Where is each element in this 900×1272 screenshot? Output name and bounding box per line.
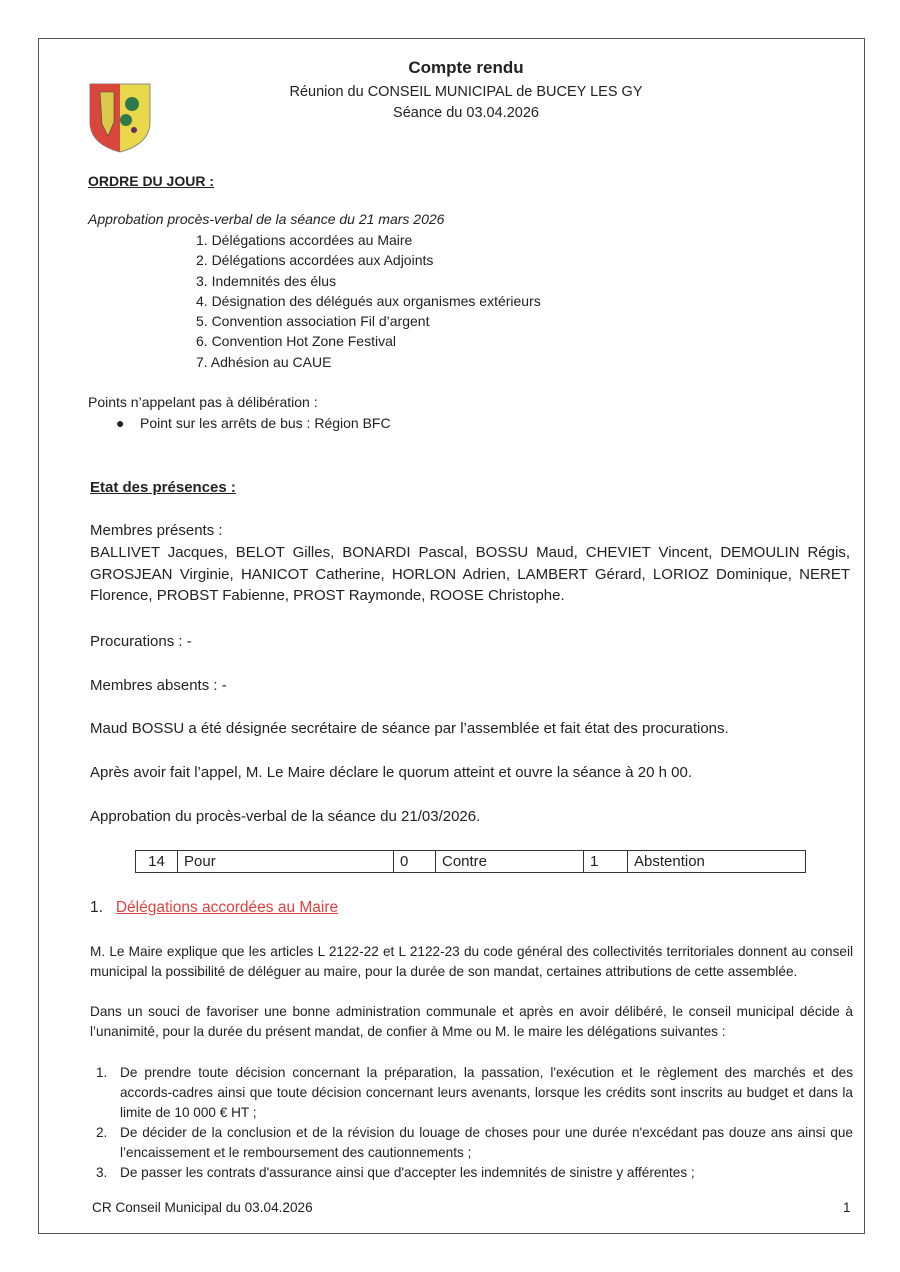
- footer-label: CR Conseil Municipal du 03.04.2026: [92, 1200, 313, 1215]
- procurations: Procurations : -: [90, 633, 192, 650]
- agenda-item: 4. Désignation des délégués aux organismes extérieurs: [196, 292, 541, 309]
- agenda-item: 1. Délégations accordées au Maire: [196, 232, 413, 248]
- item-number: 1.: [96, 1065, 108, 1080]
- item-number: 2.: [96, 1125, 108, 1140]
- document-title: Compte rendu: [408, 58, 524, 77]
- approval-statement: Approbation du procès-verbal de la séance du 21/03/2026.: [90, 808, 481, 825]
- agenda-item: 3. Indemnités des élus: [196, 272, 337, 289]
- agenda-list: [196, 230, 541, 372]
- non-deliberation-text: Point sur les arrêts de bus : Région BFC: [140, 415, 391, 431]
- agenda-item: 7. Adhésion au CAUE: [196, 353, 332, 370]
- section-1-paragraph-2: Dans un souci de favoriser une bonne administration communale et après en avoir délibéré, le conseil municipal décide à l’unanimité, pour la durée du présent mandat, de confier à Mme ou M. le maire les délégations suivantes :: [90, 1004, 853, 1039]
- item-number: 3.: [96, 1165, 108, 1180]
- section-title: Délégations accordées au Maire: [115, 899, 339, 916]
- agenda-heading: ORDRE DU JOUR :: [88, 173, 215, 189]
- page-number: 1: [843, 1200, 851, 1215]
- item-text: De passer les contrats d'assurance ainsi que d'accepter les indemnités de sinistre y afférentes ;: [120, 1165, 695, 1180]
- secretary-statement: Maud BOSSU a été désignée secrétaire de séance par l’assemblée et fait état des procurations.: [90, 720, 729, 737]
- document-subtitle: Réunion du CONSEIL MUNICIPAL de BUCEY LES GY: [289, 84, 643, 100]
- vote-pour-label: Pour: [178, 851, 394, 873]
- vote-table: [135, 850, 806, 873]
- agenda-item: 5. Convention association Fil d’argent: [196, 313, 430, 330]
- vote-contre-count: 0: [394, 851, 436, 873]
- present-label: Membres présents :: [90, 522, 223, 539]
- non-deliberation-item: [116, 415, 391, 431]
- session-date: Séance du 03.04.2026: [393, 105, 539, 121]
- section-1-paragraph-1: M. Le Maire explique que les articles L 2122-22 et L 2122-23 du code général des collectivités territoriales donnent au conseil municipal la possibilité de déléguer au maire, pour la durée de son mandat, certaines attributions de cette assemblée.: [90, 944, 853, 979]
- presence-heading: Etat des présences :: [90, 479, 236, 496]
- agenda-item: 2. Délégations accordées aux Adjoints: [196, 252, 434, 269]
- delegation-item: [96, 1163, 853, 1183]
- present-members: BALLIVET Jacques, BELOT Gilles, BONARDI Pascal, BOSSU Maud, CHEVIET Vincent, DEMOULIN Régis, GROSJEAN Virginie, HANICOT Catherine, HORLON Adrien, LAMBERT Gérard, LORIOZ Dominique, NERET Florence, PROBST Fabienne, PROST Raymonde, ROOSE Christophe.: [90, 544, 850, 604]
- absent-members: Membres absents : -: [90, 677, 227, 694]
- quorum-statement: Après avoir fait l’appel, M. Le Maire déclare le quorum atteint et ouvre la séance à 20 h 00.: [90, 764, 692, 781]
- vote-abstention-label: Abstention: [628, 851, 806, 873]
- agenda-intro: Approbation procès-verbal de la séance du 21 mars 2026: [88, 211, 445, 227]
- delegation-item: [96, 1123, 853, 1163]
- section-1-heading: [90, 899, 338, 917]
- delegation-item: [96, 1063, 853, 1123]
- non-deliberation-label: Points n’appelant pas à délibération :: [88, 394, 318, 410]
- vote-contre-label: Contre: [436, 851, 584, 873]
- delegation-list: [96, 1063, 853, 1183]
- section-number: 1.: [90, 899, 103, 916]
- vote-abstention-count: 1: [584, 851, 628, 873]
- agenda-item: 6. Convention Hot Zone Festival: [196, 333, 396, 350]
- vote-pour-count: 14: [136, 851, 178, 873]
- item-text: De prendre toute décision concernant la préparation, la passation, l'exécution et le règlement des marchés et des accords-cadres ainsi que toute décision concernant leurs avenants, lorsque les crédits sont inscrits au budget et dans la limite de 10 000 € HT ;: [120, 1065, 853, 1120]
- item-text: De décider de la conclusion et de la révision du louage de choses pour une durée n'excédant pas douze ans ainsi que l’encaissement et le remboursement des cautionnements ;: [120, 1125, 853, 1160]
- bullet-icon: ●: [116, 415, 125, 431]
